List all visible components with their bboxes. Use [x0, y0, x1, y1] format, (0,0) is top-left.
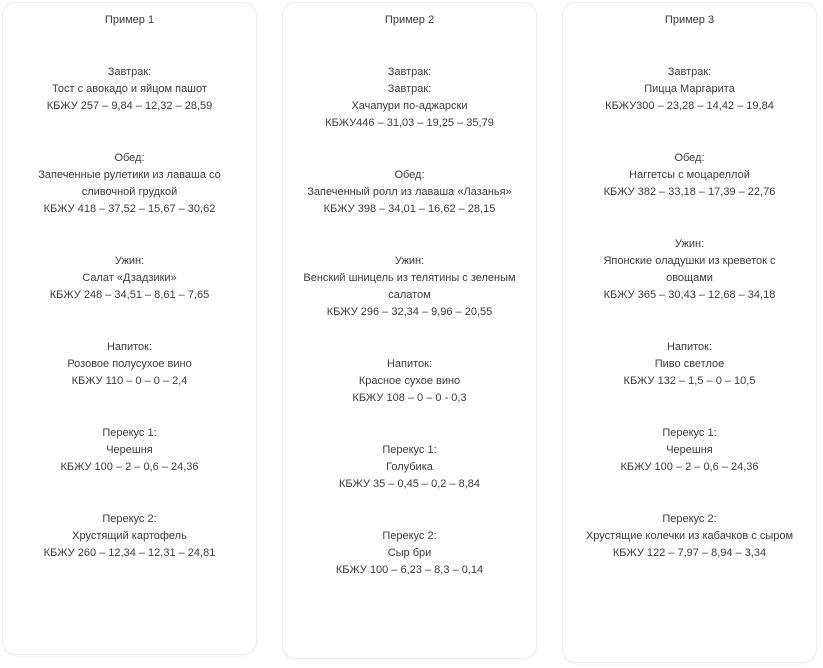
meal-heading: Перекус 1:	[382, 444, 437, 456]
meal-name-line: Пицца Маргарита	[644, 83, 735, 95]
meal-heading: Перекус 2:	[662, 513, 717, 525]
kbju-line: КБЖУ300 – 23,28 – 14,42 – 19,84	[605, 100, 774, 112]
meal-blocks	[302, 64, 517, 579]
meal-heading: Завтрак:	[387, 66, 432, 78]
kbju-line: КБЖУ 122 – 7,97 – 8,94 – 3,34	[612, 547, 767, 559]
meal-name-line: Голубика	[386, 461, 433, 473]
kbju-line: КБЖУ 296 – 32,34 – 9,96 – 20,55	[326, 306, 493, 318]
example-card	[282, 2, 537, 659]
meal-block	[582, 425, 797, 476]
meal-heading: Ужин:	[674, 238, 705, 250]
meal-name-line: Запеченные рулетики из лаваша со сливочной грудкой	[38, 169, 221, 198]
card-title: Пример 2	[384, 14, 435, 26]
meal-block	[22, 339, 237, 390]
meal-name-line: Черешня	[666, 444, 713, 456]
meal-name-line: Японские оладушки из креветок с овощами	[603, 255, 776, 284]
meal-block	[302, 253, 517, 321]
meal-block	[582, 64, 797, 115]
card-title: Пример 3	[664, 14, 715, 26]
meal-block	[582, 236, 797, 304]
kbju-line: КБЖУ 110 – 0 – 0 – 2,4	[71, 375, 188, 387]
meal-heading: Обед:	[394, 169, 425, 181]
meal-block	[302, 167, 517, 218]
meal-name-line: Наггетсы с моцареллой	[629, 169, 750, 181]
meal-heading: Перекус 1:	[102, 427, 157, 439]
meal-name-line: Венский шницель из телятины с зеленым салатом	[303, 272, 516, 301]
meal-heading: Обед:	[674, 152, 705, 164]
meal-block	[302, 356, 517, 407]
kbju-line: КБЖУ446 – 31,03 – 19,25 – 35,79	[325, 117, 494, 129]
meal-block	[302, 442, 517, 493]
kbju-line: КБЖУ 108 – 0 – 0 - 0,3	[352, 392, 467, 404]
meal-name-line: Сыр бри	[387, 547, 432, 559]
meal-heading: Перекус 2:	[102, 513, 157, 525]
kbju-line: КБЖУ 257 – 9,84 – 12,32 – 28,59	[46, 100, 213, 112]
kbju-line: КБЖУ 418 – 37,52 – 15,67 – 30,62	[43, 203, 216, 215]
meal-name-line: Завтрак:	[387, 83, 432, 95]
meal-blocks	[22, 64, 237, 562]
meal-block	[22, 253, 237, 304]
meal-block	[302, 528, 517, 579]
kbju-line: КБЖУ 100 – 2 – 0,6 – 24,36	[620, 461, 759, 473]
meal-block	[582, 150, 797, 201]
meal-name-line: Хачапури по-аджарски	[351, 100, 468, 112]
examples-grid	[2, 2, 823, 663]
meal-block	[22, 64, 237, 115]
meal-heading: Завтрак:	[667, 66, 712, 78]
meal-name-line: Салат «Дзадзики»	[82, 272, 177, 284]
kbju-line: КБЖУ 100 – 6,23 – 8,3 – 0,14	[335, 564, 484, 576]
kbju-line: КБЖУ 248 – 34,51 – 8,61 – 7,65	[49, 289, 210, 301]
kbju-line: КБЖУ 35 – 0,45 – 0,2 – 8,84	[338, 478, 481, 490]
meal-block	[582, 511, 797, 562]
meal-heading: Завтрак:	[107, 66, 152, 78]
meal-heading: Обед:	[114, 152, 145, 164]
meal-name-line: Красное сухое вино	[358, 375, 461, 387]
meal-name-line: Тост с авокадо и яйцом пашот	[52, 83, 207, 95]
meal-block	[302, 64, 517, 132]
kbju-line: КБЖУ 398 – 34,01 – 16,62 – 28,15	[323, 203, 496, 215]
meal-heading: Перекус 2:	[382, 530, 437, 542]
kbju-line: КБЖУ 382 – 33,18 – 17,39 – 22,76	[603, 186, 776, 198]
meal-heading: Ужин:	[394, 255, 425, 267]
meal-name-line: Черешня	[106, 444, 153, 456]
meal-block	[22, 425, 237, 476]
meal-block	[22, 150, 237, 218]
meal-block	[582, 339, 797, 390]
meal-name-line: Пиво светлое	[654, 358, 725, 370]
meal-name-line: Розовое полусухое вино	[67, 358, 192, 370]
kbju-line: КБЖУ 260 – 12,34 – 12,31 – 24,81	[43, 547, 216, 559]
meal-heading: Напиток:	[386, 358, 433, 370]
meal-block	[22, 511, 237, 562]
meal-heading: Ужин:	[114, 255, 145, 267]
meal-heading: Напиток:	[666, 341, 713, 353]
meal-heading: Напиток:	[106, 341, 153, 353]
kbju-line: КБЖУ 365 – 30,43 – 12,68 – 34,18	[603, 289, 776, 301]
example-card	[562, 2, 817, 663]
example-card	[2, 2, 257, 655]
meal-blocks	[582, 64, 797, 562]
card-title: Пример 1	[104, 14, 155, 26]
meal-name-line: Запеченный ролл из лаваша «Лазанья»	[307, 186, 512, 198]
meal-name-line: Хрустящий картофель	[72, 530, 187, 542]
meal-name-line: Хрустящие колечки из кабачков с сыром	[585, 530, 794, 542]
meal-heading: Перекус 1:	[662, 427, 717, 439]
kbju-line: КБЖУ 132 – 1,5 – 0 – 10,5	[623, 375, 756, 387]
kbju-line: КБЖУ 100 – 2 – 0,6 – 24,36	[60, 461, 199, 473]
